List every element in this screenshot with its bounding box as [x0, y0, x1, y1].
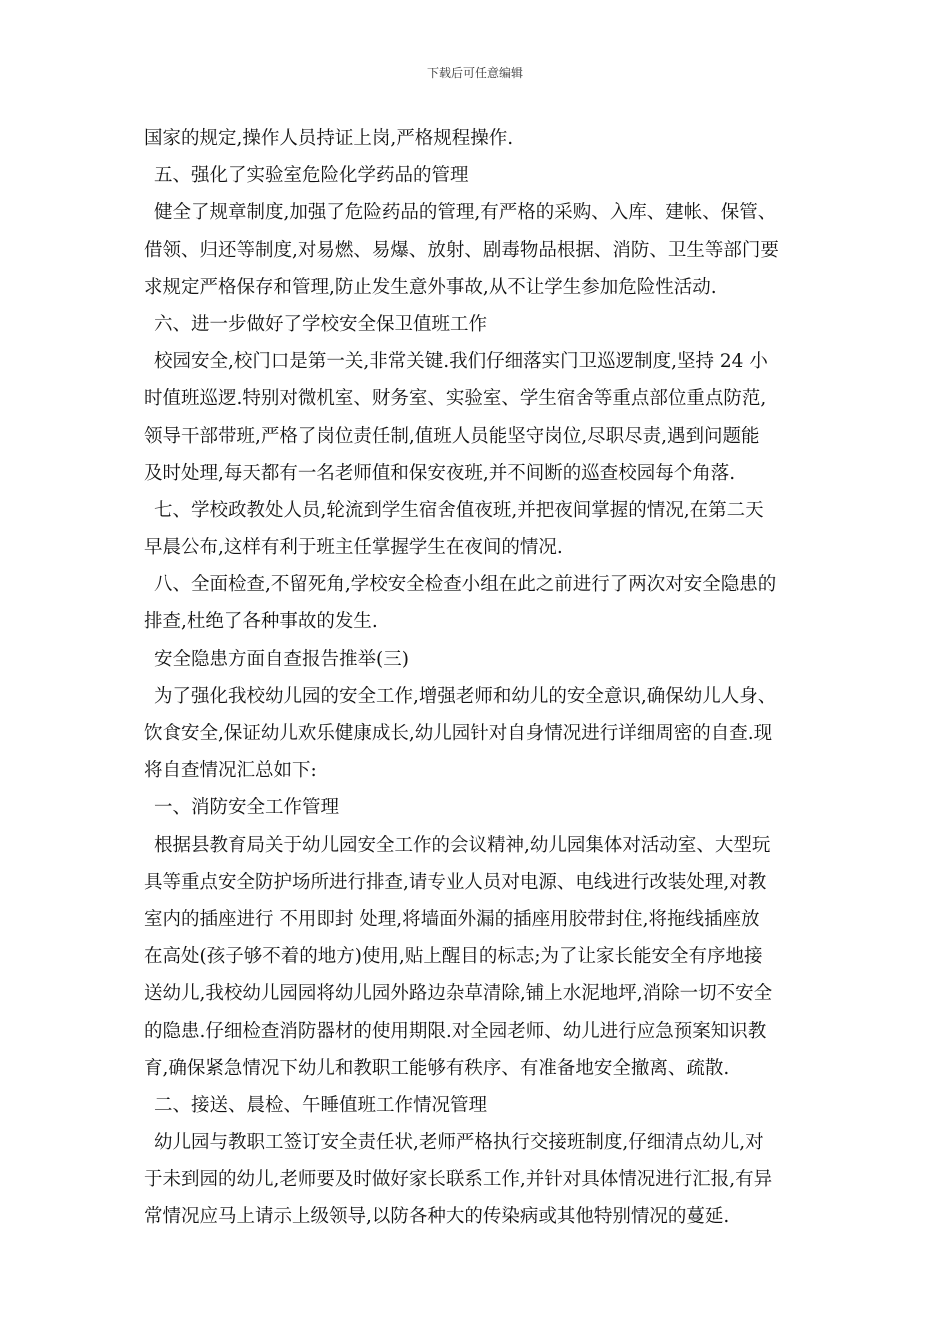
text-line: 安全隐患方面自查报告推举(三) [154, 648, 409, 670]
text-line: 排查,杜绝了各种事故的发生. [144, 611, 378, 633]
text-line: 具等重点安全防护场所进行排查,请专业人员对电源、电线进行改装处理,对教 [144, 871, 767, 893]
text-line: 国家的规定,操作人员持证上岗,严格规程操作. [144, 128, 514, 149]
text-line: 时值班巡逻.特别对微机室、财务室、实验室、学生宿舍等重点部位重点防范, [144, 388, 767, 410]
text-line: 健全了规章制度,加强了危险药品的管理,有严格的采购、入库、建帐、保管、 [154, 202, 777, 224]
text-line: 六、进一步做好了学校安全保卫值班工作 [154, 313, 488, 335]
text-line: 八、全面检查,不留死角,学校安全检查小组在此之前进行了两次对安全隐患的 [154, 574, 777, 596]
text-line: 育,确保紧急情况下幼儿和教职工能够有秩序、有准备地安全撤离、疏散. [144, 1057, 730, 1079]
document-body [144, 120, 814, 1236]
text-line: 根据县教育局关于幼儿园安全工作的会议精神,幼儿园集体对活动室、大型玩 [154, 834, 771, 856]
text-line: 领导干部带班,严格了岗位责任制,值班人员能坚守岗位,尽职尽责,遇到问题能 [144, 425, 760, 447]
text-line: 七、学校政教处人员,轮流到学生宿舍值夜班,并把夜间掌握的情况,在第二天 [154, 499, 764, 521]
text-line: 二、接送、晨检、午睡值班工作情况管理 [154, 1094, 488, 1116]
text-line: 及时处理,每天都有一名老师值和保安夜班,并不间断的巡查校园每个角落. [144, 462, 736, 484]
text-line: 校园安全,校门口是第一关,非常关键.我们仔细落实门卫巡逻制度,坚持 24 小 [154, 351, 768, 373]
page-header: 下载后可任意编辑 [426, 66, 523, 80]
text-line: 一、消防安全工作管理 [154, 797, 340, 819]
text-line: 求规定严格保存和管理,防止发生意外事故,从不让学生参加危险性活动. [144, 276, 717, 298]
text-line: 将自查情况汇总如下: [144, 760, 317, 782]
text-line: 于未到园的幼儿,老师要及时做好家长联系工作,并针对具体情况进行汇报,有异 [144, 1169, 773, 1191]
text-line: 幼儿园与教职工签订安全责任状,老师严格执行交接班制度,仔细清点幼儿,对 [154, 1132, 764, 1154]
text-line: 室内的插座进行 不用即封 处理,将墙面外漏的插座用胶带封住,将拖线插座放 [144, 908, 760, 930]
text-line: 早晨公布,这样有利于班主任掌握学生在夜间的情况. [144, 537, 563, 559]
text-line: 的隐患.仔细检查消防器材的使用期限.对全园老师、幼儿进行应急预案知识教 [144, 1020, 767, 1042]
text-line: 饮食安全,保证幼儿欢乐健康成长,幼儿园针对自身情况进行详细周密的自查.现 [144, 723, 773, 744]
text-line: 常情况应马上请示上级领导,以防各种大的传染病或其他特别情况的蔓延. [144, 1206, 730, 1228]
text-line: 借领、归还等制度,对易燃、易爆、放射、剧毒物品根据、消防、卫生等部门要 [144, 239, 779, 261]
text-line: 送幼儿,我校幼儿园园将幼儿园外路边杂草清除,铺上水泥地坪,消除一切不安全 [144, 983, 773, 1005]
text-line: 在高处(孩子够不着的地方)使用,贴上醒目的标志;为了让家长能安全有序地接 [144, 946, 763, 968]
text-line: 为了强化我校幼儿园的安全工作,增强老师和幼儿的安全意识,确保幼儿人身、 [154, 685, 777, 707]
text-line: 五、强化了实验室危险化学药品的管理 [154, 165, 469, 187]
